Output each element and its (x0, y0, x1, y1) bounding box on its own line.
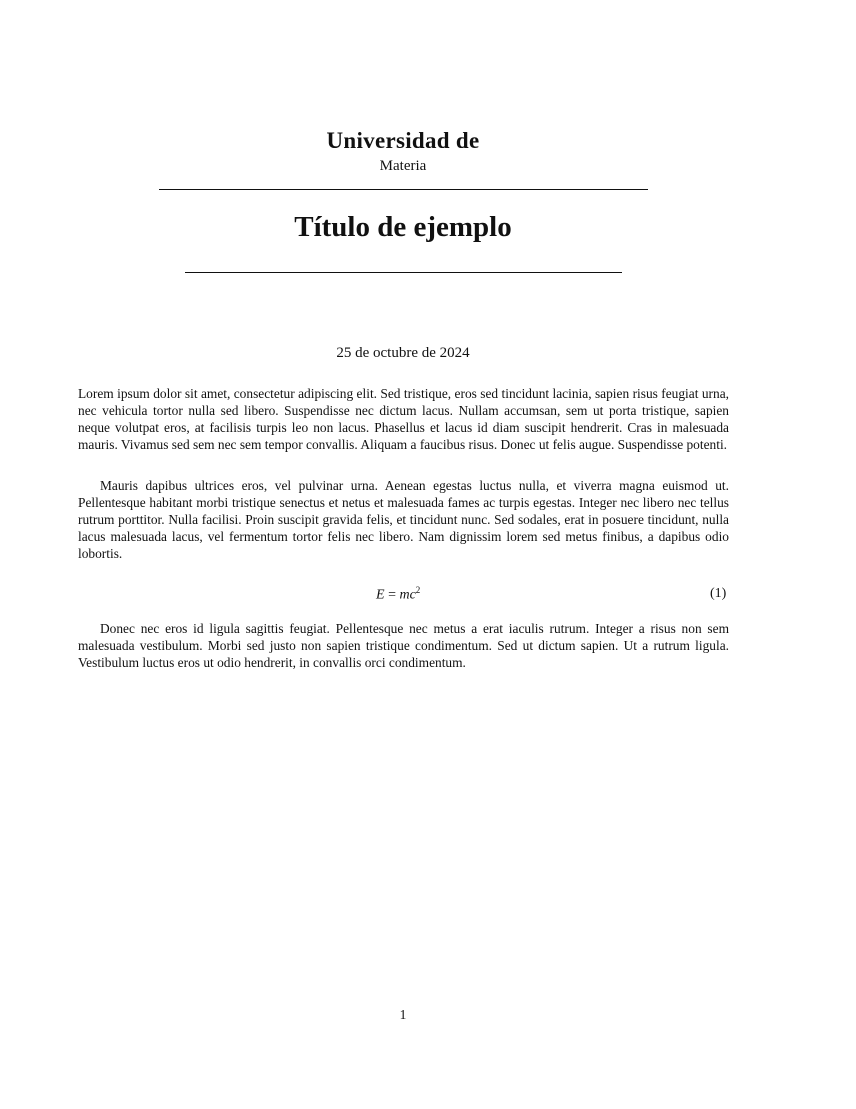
equation-exponent: 2 (415, 585, 421, 595)
paragraph-1: Lorem ipsum dolor sit amet, consectetur adipiscing elit. Sed tristique, eros sed tincidunt lacinia, sapien risus feugiat urna, nec vehicula tortor nulla sed libero. Suspendisse nec dictum lacus. Nullam accumsan, sem ut porta tristique, sapien neque volutpat eros, at facilisis turpis leo non lacus. Phasellus et lacus id diam suscipit hendrerit. Cras in malesuada mauris. Vivamus sed sem nec sem tempor convallis. Aliquam a faucibus risus. Donec ut felis augue. Suspendisse potenti. (78, 386, 729, 452)
university-heading: Universidad de (326, 128, 480, 153)
page-number: 1 (399, 1007, 407, 1022)
equation-lhs: E (376, 587, 385, 603)
equation-equals: = (384, 587, 400, 603)
equation-rhs: mc (399, 587, 416, 603)
bottom-horizontal-rule (185, 272, 622, 273)
top-horizontal-rule (159, 189, 648, 190)
paragraph-2: Mauris dapibus ultrices eros, vel pulvinar urna. Aenean egestas luctus nulla, et viverra magna euismod ut. Pellentesque habitant morbi tristique senectus et netus et malesuada fames ac turpis egestas. Integer nec libero nec tellus rutrum porttitor. Nulla facilisi. Proin suscipit gravida felis, et tincidunt nunc. Sed sodales, erat in posuere tincidunt, nulla lacus malesuada lacus, vel fermentum tortor felis nec libero. Nam dignissim lorem sed metus finibus, a dapibus odio lobortis. (78, 478, 729, 561)
paragraph-3: Donec nec eros id ligula sagittis feugiat. Pellentesque nec metus a erat iaculis rutrum. Integer a risus non sem malesuada vestibulum. Morbi sed justo non sapien tristique condimentum. Sed ut dictum sapien. Ut a rutrum ligula. Vestibulum luctus eros ut odio hendrerit, in convallis orci condimentum. (78, 621, 729, 670)
equation (376, 585, 420, 604)
equation-number: (1) (710, 586, 727, 601)
document-title: Título de ejemplo (294, 211, 512, 243)
document-date: 25 de octubre de 2024 (336, 345, 470, 361)
subject-subheading: Materia (379, 158, 427, 174)
